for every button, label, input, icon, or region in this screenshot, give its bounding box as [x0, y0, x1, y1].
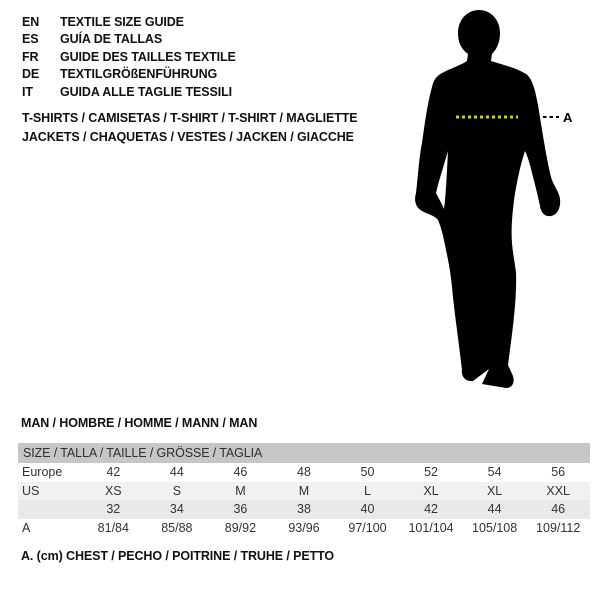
language-row-de [22, 66, 236, 84]
size-cell: 42 [82, 463, 146, 482]
size-cell: 81/84 [82, 519, 146, 538]
row-label [18, 500, 82, 519]
table-row [18, 519, 590, 538]
row-label: A [18, 519, 82, 538]
size-cell: 89/92 [209, 519, 273, 538]
size-cell: 36 [209, 500, 273, 519]
language-code: ES [22, 32, 39, 47]
size-cell: 38 [272, 500, 336, 519]
size-cell: 93/96 [272, 519, 336, 538]
language-title: TEXTILGRÖßENFÜHRUNG [60, 67, 218, 82]
size-cell: 44 [463, 500, 527, 519]
language-title: GUIDA ALLE TAGLIE TESSILI [60, 84, 233, 99]
size-cell: M [272, 482, 336, 501]
language-code: EN [22, 14, 40, 29]
size-cell: 101/104 [399, 519, 463, 538]
size-cell: 52 [399, 463, 463, 482]
size-cell: S [145, 482, 209, 501]
language-title: GUÍA DE TALLAS [60, 32, 163, 47]
size-cell: 40 [336, 500, 400, 519]
size-cell: 109/112 [526, 519, 590, 538]
size-cell: XS [82, 482, 146, 501]
table-row [18, 463, 590, 482]
language-row-it [22, 83, 236, 101]
size-cell: 32 [82, 500, 146, 519]
size-table-body [18, 463, 590, 537]
size-cell: XL [463, 482, 527, 501]
size-cell: 56 [526, 463, 590, 482]
row-label: US [18, 482, 82, 501]
language-code: FR [22, 49, 39, 64]
measure-label-a: A [563, 110, 573, 125]
language-list [22, 13, 236, 101]
size-cell: 46 [209, 463, 273, 482]
size-cell: 48 [272, 463, 336, 482]
size-cell: 34 [145, 500, 209, 519]
man-silhouette [400, 5, 580, 395]
silhouette-path [415, 10, 560, 388]
size-cell: 97/100 [336, 519, 400, 538]
size-cell: XXL [526, 482, 590, 501]
category-tshirts: T-SHIRTS / CAMISETAS / T-SHIRT / T-SHIRT / MAGLIETTE [22, 111, 358, 125]
section-title-man: MAN / HOMBRE / HOMME / MANN / MAN [21, 416, 258, 430]
table-row [18, 500, 590, 519]
size-cell: L [336, 482, 400, 501]
size-cell: 50 [336, 463, 400, 482]
category-jackets: JACKETS / CHAQUETAS / VESTES / JACKEN / GIACCHE [22, 130, 354, 144]
size-cell: 42 [399, 500, 463, 519]
size-cell: 44 [145, 463, 209, 482]
size-cell: M [209, 482, 273, 501]
language-row-en [22, 13, 236, 31]
size-cell: 46 [526, 500, 590, 519]
garment-categories [22, 109, 358, 147]
language-title: TEXTILE SIZE GUIDE [60, 14, 184, 29]
language-row-fr [22, 48, 236, 66]
size-cell: XL [399, 482, 463, 501]
size-cell: 54 [463, 463, 527, 482]
language-row-es [22, 31, 236, 49]
language-code: DE [22, 67, 40, 82]
language-code: IT [22, 84, 33, 99]
size-table-header: SIZE / TALLA / TAILLE / GRÖSSE / TAGLIA [18, 443, 590, 463]
table-row [18, 482, 590, 501]
measurement-footnote: A. (cm) CHEST / PECHO / POITRINE / TRUHE / PETTO [21, 549, 335, 563]
language-title: GUIDE DES TAILLES TEXTILE [60, 49, 236, 64]
size-table [18, 443, 590, 537]
size-cell: 85/88 [145, 519, 209, 538]
size-table-header-row [18, 443, 590, 463]
row-label: Europe [18, 463, 82, 482]
size-cell: 105/108 [463, 519, 527, 538]
